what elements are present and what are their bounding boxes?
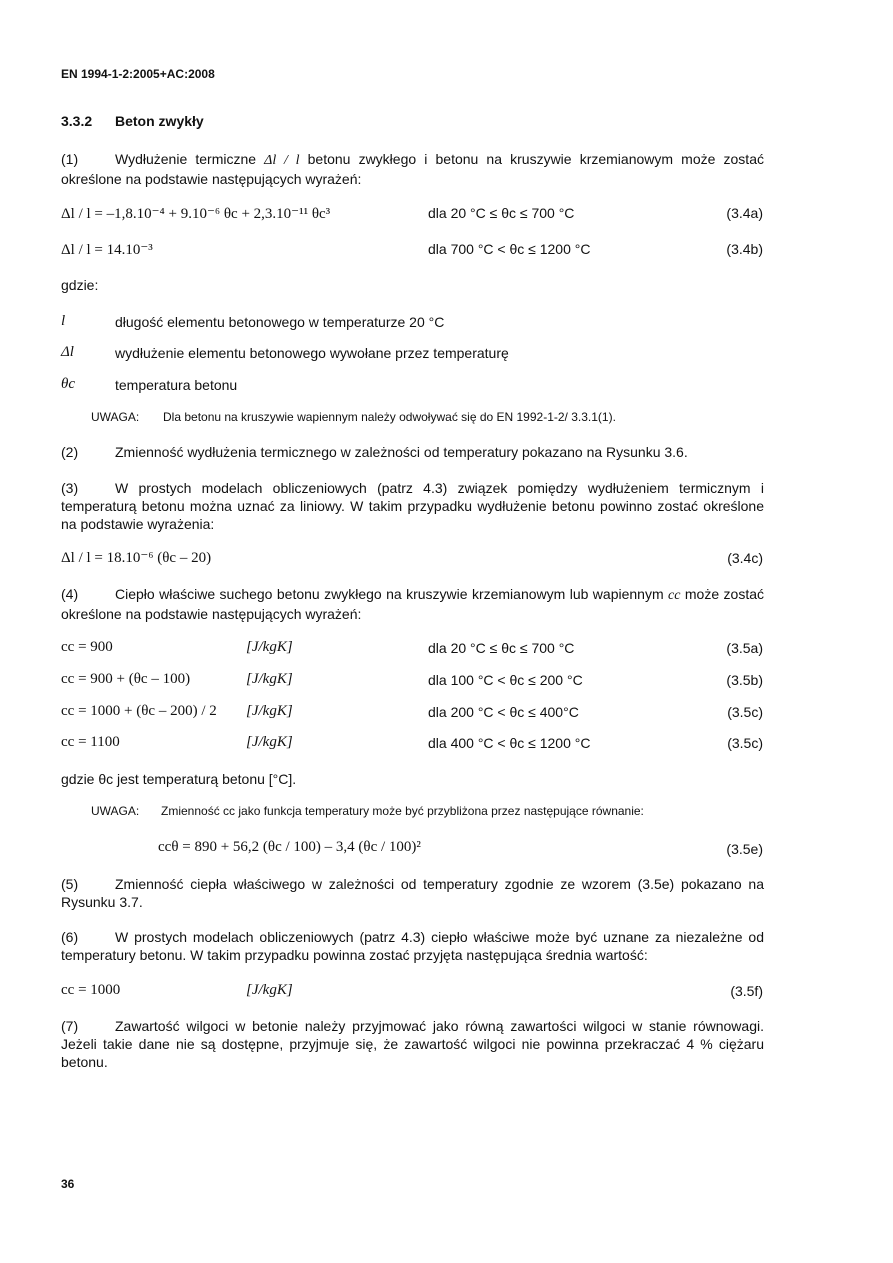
equation-number: (3.4a) [726, 205, 763, 221]
equation-3-5b: cc = 900 + (θc – 100) [61, 671, 191, 687]
symbol: θc [61, 376, 76, 392]
paragraph-number: (4) [61, 586, 79, 602]
equation-unit: [J/kgK] [246, 671, 293, 687]
note-text: Dla betonu na kruszywie wapiennym należy odwoływać się do EN 1992-1-2/ 3.3.1(1). [163, 410, 616, 424]
equation-3-4a: Δl / l = –1,8.10⁻⁴ + 9.10⁻⁶ θc + 2,3.10⁻¹¹ θc³ [61, 206, 331, 222]
equation-condition: dla 200 °C < θc ≤ 400°C [428, 704, 579, 720]
paragraph-4 [61, 585, 764, 623]
paragraph-number: (1) [61, 151, 79, 167]
inline-symbol: Δl / l [264, 153, 300, 168]
equation-number: (3.5c) [727, 704, 763, 720]
equation-unit: [J/kgK] [246, 703, 293, 719]
section-heading [61, 113, 204, 129]
paragraph-text: Ciepło właściwe suchego betonu zwykłego na kruszywie krzemianowym lub wapiennym [115, 586, 669, 602]
equation-3-5c-bis: cc = 1100 [61, 734, 120, 750]
equation-condition: dla 20 °C ≤ θc ≤ 700 °C [428, 640, 575, 656]
equation-unit: [J/kgK] [246, 982, 293, 998]
paragraph-text: W prostych modelach obliczeniowych (patrz 4.3) ciepło właściwe może być uznane za niezależne od temperatury betonu. W takim przypadku powinna zostać przyjęta następująca średnia wartość: [61, 929, 764, 963]
equation-number: (3.4b) [726, 241, 763, 257]
equation-number: (3.4c) [727, 550, 763, 566]
equation-3-5f: cc = 1000 [61, 982, 121, 998]
equation-unit: [J/kgK] [246, 639, 293, 655]
section-number: 3.3.2 [61, 113, 93, 129]
paragraph-5 [61, 875, 764, 911]
paragraph-text: betonu zwykłego i betonu na kruszywie krzemianowym może zostać określone na podstawie następujących wyrażeń: [61, 151, 764, 187]
paragraph-number: (2) [61, 444, 79, 460]
symbol: Δl [61, 344, 74, 360]
equation-number: (3.5c) [727, 735, 763, 751]
symbol: l [61, 313, 66, 329]
inline-symbol: cc [668, 588, 681, 603]
paragraph-text: Wydłużenie termiczne [115, 151, 265, 167]
paragraph-text: może zostać określone na podstawie następujących wyrażeń: [61, 586, 764, 622]
paragraph-7 [61, 1017, 764, 1071]
equation-3-4b: Δl / l = 14.10⁻³ [61, 242, 153, 258]
note-label: UWAGA: [91, 410, 140, 424]
paragraph-number: (7) [61, 1018, 79, 1034]
equation-condition: dla 400 °C < θc ≤ 1200 °C [428, 735, 591, 751]
equation-number: (3.5f) [730, 983, 763, 999]
equation-3-4c: Δl / l = 18.10⁻⁶ (θc – 20) [61, 550, 212, 566]
paragraph-number: (5) [61, 876, 79, 892]
symbol-description: wydłużenie elementu betonowego wywołane przez temperaturę [115, 345, 509, 361]
note-2 [91, 804, 644, 818]
where-statement: gdzie θc jest temperaturą betonu [°C]. [61, 771, 297, 787]
paragraph-text: Zmienność ciepła właściwego w zależności od temperatury zgodnie ze wzorem (3.5e) pokazano na Rysunku 3.7. [61, 876, 764, 910]
equation-condition: dla 100 °C < θc ≤ 200 °C [428, 672, 583, 688]
equation-number: (3.5a) [726, 640, 763, 656]
equation-3-5e: ccθ = 890 + 56,2 (θc / 100) – 3,4 (θc / 100)² [158, 839, 421, 855]
equation-condition: dla 700 °C < θc ≤ 1200 °C [428, 241, 591, 257]
equation-3-5a: cc = 900 [61, 639, 113, 655]
paragraph-1 [61, 150, 764, 188]
where-label: gdzie: [61, 277, 99, 293]
paragraph-3 [61, 479, 764, 533]
paragraph-text: Zawartość wilgoci w betonie należy przyjmować jako równą zawartości wilgoci w stanie równowagi. Jeżeli takie dane nie są dostępne, przyjmuje się, że zawartość wilgoci nie powinna przekraczać 4 % ciężaru betonu. [61, 1018, 764, 1070]
paragraph-number: (3) [61, 480, 79, 496]
equation-3-5c: cc = 1000 + (θc – 200) / 2 [61, 703, 217, 719]
symbol-description: temperatura betonu [115, 377, 238, 393]
paragraph-6 [61, 928, 764, 964]
document-id: EN 1994-1-2:2005+AC:2008 [61, 67, 215, 81]
paragraph-text: W prostych modelach obliczeniowych (patrz 4.3) związek pomiędzy wydłużeniem termicznym i temperaturą betonu można uznać za liniowy. W takim przypadku wydłużenie betonu powinno zostać określone na podstawie wyrażenia: [61, 480, 764, 532]
note-text: Zmienność cc jako funkcja temperatury może być przybliżona przez następujące równanie: [161, 804, 644, 818]
paragraph-text: Zmienność wydłużenia termicznego w zależności od temperatury pokazano na Rysunku 3.6. [115, 444, 688, 460]
note-label: UWAGA: [91, 804, 140, 818]
equation-number: (3.5e) [726, 841, 763, 857]
equation-number: (3.5b) [726, 672, 763, 688]
symbol-description: długość elementu betonowego w temperaturze 20 °C [115, 314, 445, 330]
note-1 [91, 410, 616, 424]
paragraph-number: (6) [61, 929, 79, 945]
section-title: Beton zwykły [115, 113, 204, 129]
paragraph-2 [61, 443, 764, 461]
equation-unit: [J/kgK] [246, 734, 293, 750]
page-number: 36 [61, 1177, 75, 1191]
equation-condition: dla 20 °C ≤ θc ≤ 700 °C [428, 205, 575, 221]
